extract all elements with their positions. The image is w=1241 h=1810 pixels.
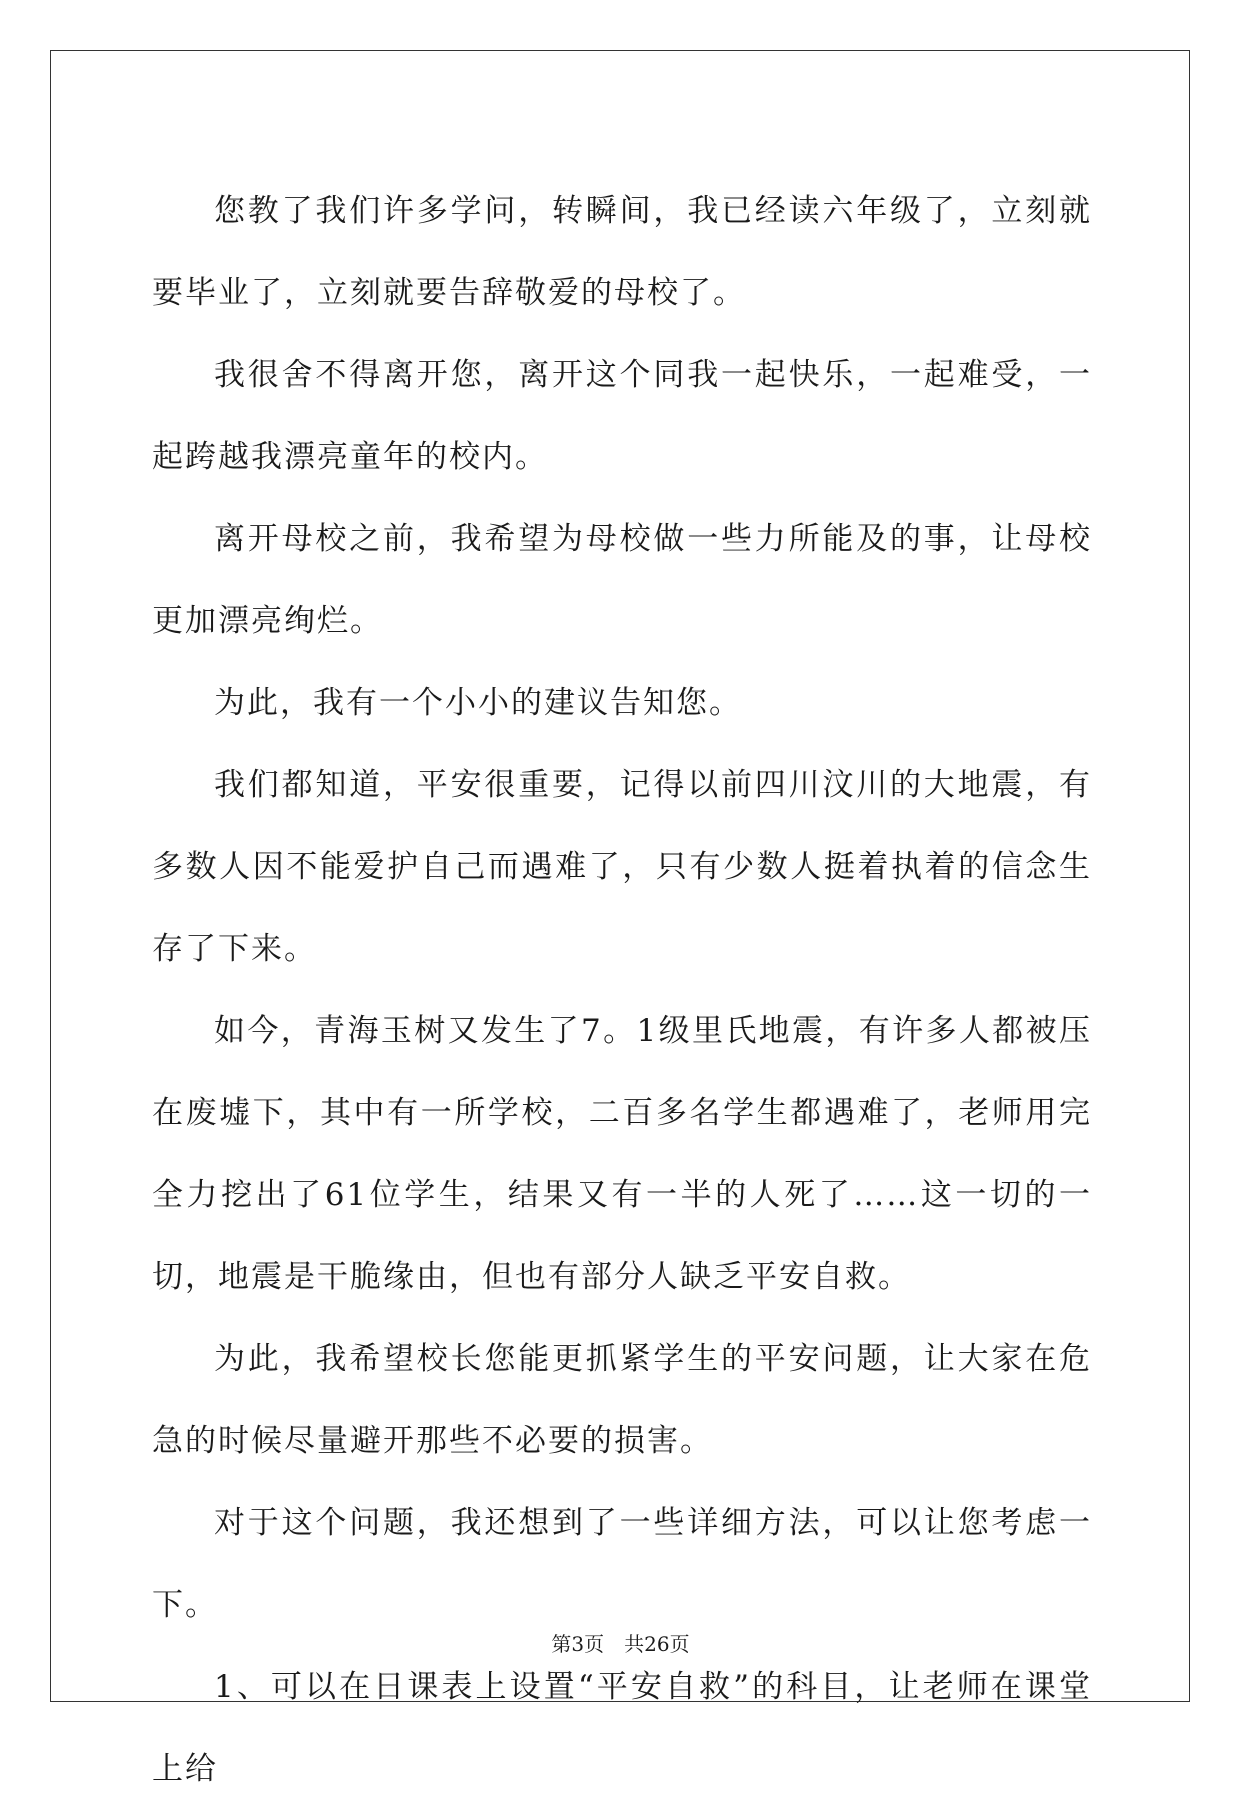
paragraph-6: 如今，青海玉树又发生了7。1级里氏地震，有许多人都被压在废墟下，其中有一所学校，二百多名学生都遇难了，老师用完全力挖出了61位学生，结果又有一半的人死了……这一切的一切，地震是干脆缘由，但也有部分人缺乏平安自救。	[152, 1013, 1092, 1295]
paragraph-8: 对于这个问题，我还想到了一些详细方法，可以让您考虑一下。	[152, 1505, 1092, 1623]
paragraph-7: 为此，我希望校长您能更抓紧学生的平安问题，让大家在危急的时候尽量避开那些不必要的损害。	[152, 1341, 1092, 1459]
paragraph-2: 我很舍不得离开您，离开这个同我一起快乐，一起难受，一起跨越我漂亮童年的校内。	[152, 357, 1092, 475]
paragraph-5: 我们都知道，平安很重要，记得以前四川汶川的大地震，有多数人因不能爱护自己而遇难了，只有少数人挺着执着的信念生存了下来。	[152, 767, 1092, 967]
paragraph-3: 离开母校之前，我希望为母校做一些力所能及的事，让母校更加漂亮绚烂。	[152, 521, 1092, 639]
document-body	[152, 170, 1092, 1810]
page-number-footer: 第3页 共26页	[551, 1632, 690, 1656]
paragraph-9: 1、可以在日课表上设置“平安自救”的科目，让老师在课堂上给	[152, 1669, 1092, 1787]
paragraph-4: 为此，我有一个小小的建议告知您。	[214, 685, 742, 721]
paragraph-1: 您教了我们许多学问，转瞬间，我已经读六年级了，立刻就要毕业了，立刻就要告辞敬爱的母校了。	[152, 193, 1092, 311]
